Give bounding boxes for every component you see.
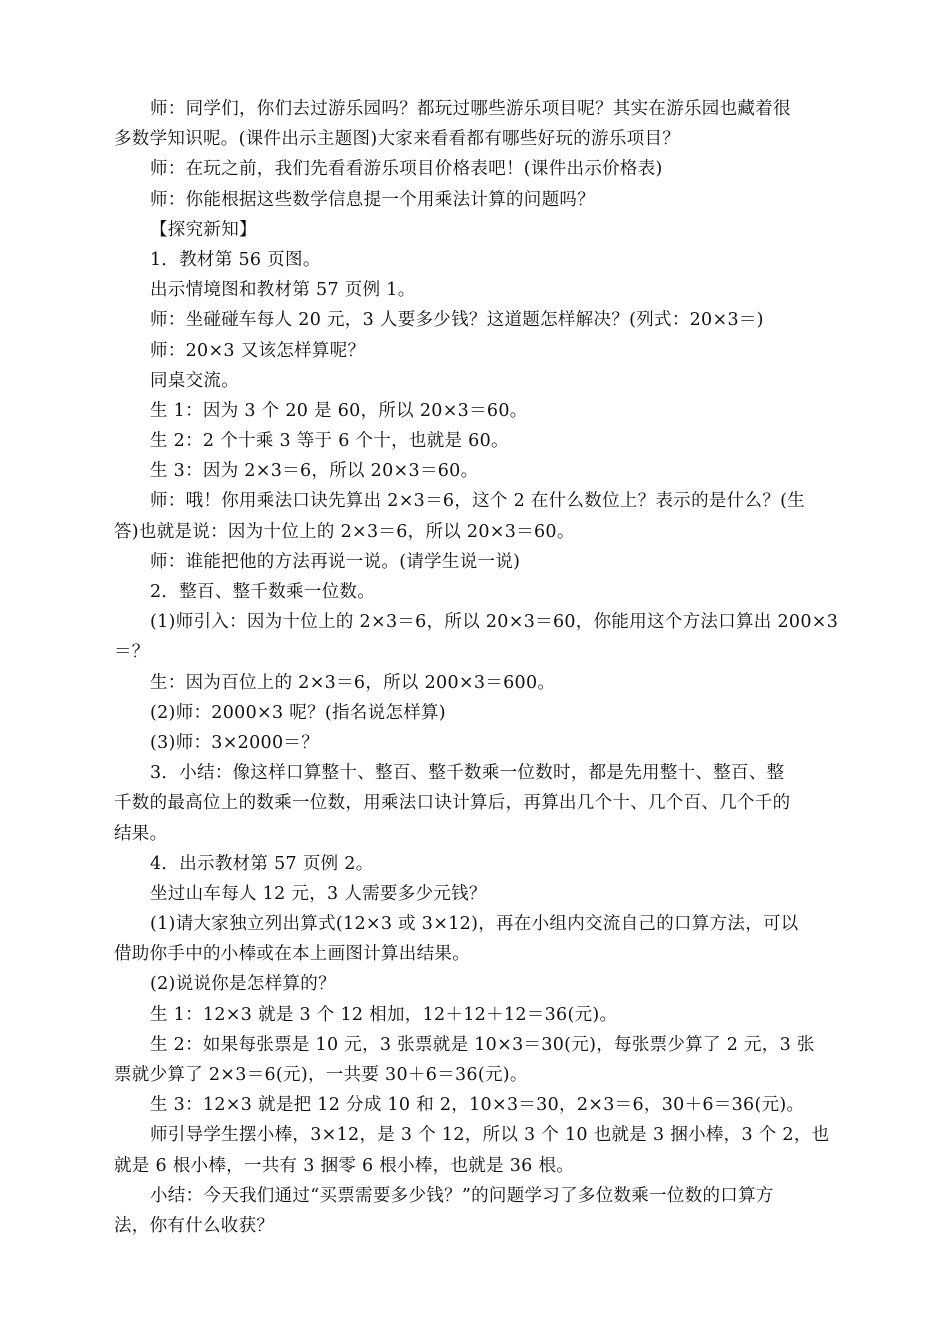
text-line: 3．小结：像这样口算整十、整百、整千数乘一位数时，都是先用整十、整百、整: [150, 763, 785, 784]
text-line: 法，你有什么收获？: [114, 1215, 275, 1236]
text-line: (2)师：2000×3 呢？(指名说怎样算): [150, 702, 446, 723]
text-line: 出示情境图和教材第 57 页例 1。: [150, 280, 416, 301]
text-line: 师引导学生摆小棒，3×12，是 3 个 12，所以 3 个 10 也就是 3 捆小棒，3 个 2，也: [150, 1125, 830, 1146]
text-line: 生 1：12×3 就是 3 个 12 相加，12＋12＋12＝36(元)。: [150, 1004, 618, 1025]
text-line: 师：坐碰碰车每人 20 元，3 人要多少钱？这道题怎样解决？(列式：20×3＝): [150, 310, 764, 331]
text-line: 生 3：12×3 就是把 12 分成 10 和 2，10×3＝30，2×3＝6，30＋6＝36(元)。: [150, 1095, 805, 1116]
text-line: 2．整百、整千数乘一位数。: [150, 582, 376, 602]
text-line: 【探究新知】: [150, 219, 257, 240]
text-line: 借助你手中的小棒或在本上画图计算出结果。: [114, 944, 470, 965]
text-line: 生 2：2 个十乘 3 等于 6 个十，也就是 60。: [150, 431, 509, 452]
document-body: [114, 94, 840, 1241]
text-line: 生 3：因为 2×3＝6，所以 20×3＝60。: [150, 461, 479, 482]
text-line: (1)师引入：因为十位上的 2×3＝6，所以 20×3＝60，你能用这个方法口算出 200×3: [150, 612, 839, 633]
text-line: 师：哦！你用乘法口诀先算出 2×3＝6，这个 2 在什么数位上？表示的是什么？(生: [150, 491, 806, 512]
text-line: 同桌交流。: [150, 370, 239, 391]
text-line: 师：在玩之前，我们先看看游乐项目价格表吧！(课件出示价格表): [150, 159, 663, 180]
text-line: (1)请大家独立列出算式(12×3 或 3×12)，再在小组内交流自己的口算方法，可以: [150, 914, 799, 935]
text-line: 生 1：因为 3 个 20 是 60，所以 20×3＝60。: [150, 400, 528, 421]
text-line: 票就少算了 2×3＝6(元)，一共要 30＋6＝36(元)。: [114, 1065, 528, 1085]
text-line: 生 2：如果每张票是 10 元，3 张票就是 10×3＝30(元)，每张票少算了 2 元，3 张: [150, 1034, 815, 1055]
text-line: 4．出示教材第 57 页例 2。: [150, 853, 374, 874]
text-line: 生：因为百位上的 2×3＝6，所以 200×3＝600。: [150, 672, 556, 693]
text-line: 师：谁能把他的方法再说一说。(请学生说一说): [150, 551, 521, 572]
text-line: 1．教材第 56 页图。: [150, 249, 321, 270]
text-line: 就是 6 根小棒，一共有 3 捆零 6 根小棒，也就是 36 根。: [114, 1155, 575, 1176]
text-line: ＝？: [114, 642, 150, 663]
text-line: 结果。: [114, 823, 168, 844]
text-line: (3)师：3×2000＝？: [150, 732, 320, 753]
text-line: (2)说说你是怎样算的？: [150, 974, 336, 995]
text-line: 千数的最高位上的数乘一位数，用乘法口诀计算后，再算出几个十、几个百、几个千的: [114, 793, 791, 814]
text-line: 小结：今天我们通过“买票需要多少钱？”的问题学习了多位数乘一位数的口算方: [150, 1185, 774, 1206]
text-line: 师：20×3 又该怎样算呢？: [150, 340, 366, 361]
text-line: 坐过山车每人 12 元，3 人需要多少元钱？: [150, 883, 487, 904]
text-line: 答)也就是说：因为十位上的 2×3＝6，所以 20×3＝60。: [114, 521, 575, 542]
text-line: 师：同学们，你们去过游乐园吗？都玩过哪些游乐项目呢？其实在游乐园也藏着很: [150, 99, 791, 119]
text-line: 多数学知识呢。(课件出示主题图)大家来看看都有哪些好玩的游乐项目？: [114, 129, 681, 150]
text-line: 师：你能根据这些数学信息提一个用乘法计算的问题吗？: [150, 189, 595, 210]
